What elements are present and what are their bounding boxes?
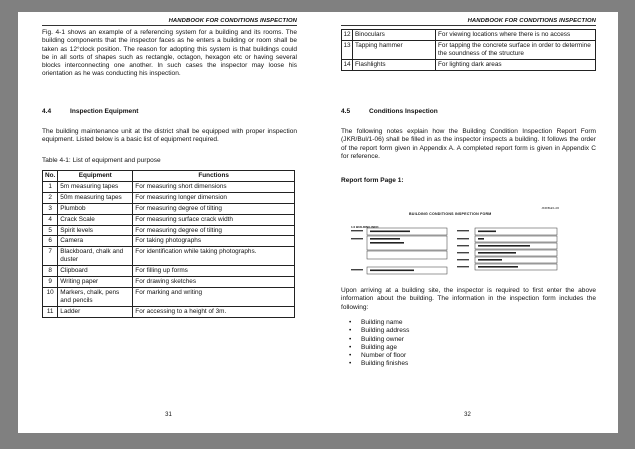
row-number: 11 [43,306,58,317]
equipment-name: Clipboard [58,266,133,277]
section-heading-4-5 [341,108,596,116]
table-row [342,40,596,59]
equipment-name: 5m measuring tapes [58,181,133,192]
header-rule [42,25,297,26]
equipment-table-body [43,181,295,317]
row-number: 3 [43,203,58,214]
page-number: 32 [464,411,471,418]
left-page [18,12,319,433]
equipment-function: For measuring surface crack width [133,214,295,225]
row-number: 8 [43,266,58,277]
equipment-name: Spirit levels [58,225,133,236]
form-fields-graphic [349,200,567,280]
form-section-label: 1.0 BUILDING INFO [351,225,379,229]
row-number: 13 [342,40,353,59]
equipment-function: For tapping the concrete surface in order to determine the soundness of the structure [436,40,596,59]
section-title: Inspection Equipment [70,108,139,115]
table-row [342,59,596,70]
equipment-name: Binoculars [353,30,436,41]
equipment-name: Markers, chalk, pens and pencils [58,287,133,306]
form-title: BUILDING CONDITIONS INSPECTION FORM [409,212,492,216]
equipment-name: 50m measuring tapes [58,192,133,203]
equipment-function: For filling up forms [133,266,295,277]
list-item: • Building owner [361,336,596,344]
page-number: 31 [165,411,172,418]
list-item: • Building name [361,319,596,327]
table-header-row [43,171,295,182]
equipment-name: Tapping hammer [353,40,436,59]
equipment-table-body [342,30,596,71]
equipment-function: For measuring longer dimension [133,192,295,203]
list-item: • Building finishes [361,360,596,368]
equipment-function: For taking photographs [133,236,295,247]
equipment-function: For measuring degree of tilting [133,225,295,236]
row-number: 4 [43,214,58,225]
row-number: 10 [43,287,58,306]
equipment-table-wrap [42,170,295,318]
equipment-name: Flashlights [353,59,436,70]
row-number: 12 [342,30,353,41]
table-row [43,203,295,214]
equipment-function: For marking and writing [133,287,295,306]
table-row [43,181,295,192]
inspection-paragraph: The following notes explain how the Building Condition Inspection Report Form (JKR/Bul/1-06) shall be filled in as the inspector inspects a building. It follows the order of the report form given in Appendix A. A completed report form is given in Appendix C for reference. [341,128,596,160]
equipment-name: Blackboard, chalk and duster [58,247,133,266]
col-header-equipment: Equipment [58,171,133,182]
row-number: 9 [43,277,58,288]
table-row [43,214,295,225]
list-item: • Building address [361,327,596,335]
row-number: 2 [43,192,58,203]
col-header-no: No. [43,171,58,182]
equipment-function: For accessing to a height of 3m. [133,306,295,317]
equipment-function: For viewing locations where there is no access [436,30,596,41]
row-number: 7 [43,247,58,266]
after-form-paragraph: Upon arriving at a building site, the inspector is required to first enter the above information about the building. The information in the inspection form includes the following: [341,287,596,311]
table-row [43,225,295,236]
section-number: 4.5 [341,108,351,115]
equipment-function: For lighting dark areas [436,59,596,70]
equipment-table-continued [341,29,596,71]
header-rule [341,25,596,26]
table-row [342,30,596,41]
row-number: 6 [43,236,58,247]
table-row [43,247,295,266]
report-form-thumbnail [349,200,567,280]
row-number: 14 [342,59,353,70]
equipment-name: Crack Scale [58,214,133,225]
report-form-heading: Report form Page 1: [341,177,404,184]
equipment-function: For measuring degree of tilting [133,203,295,214]
list-item: • Number of floor [361,352,596,360]
section-number: 4.4 [42,108,52,115]
table-row [43,266,295,277]
equipment-function: For drawing sketches [133,277,295,288]
table-row [43,192,295,203]
section-heading-4-4 [42,108,297,116]
table-row [43,236,295,247]
table-row [43,287,295,306]
list-item: • Building age [361,344,596,352]
table-row [43,277,295,288]
running-header: HANDBOOK FOR CONDITIONS INSPECTION [467,18,596,24]
equipment-table [42,170,295,318]
equipment-name: Plumbob [58,203,133,214]
table-caption: Table 4-1: List of equipment and purpose [42,157,161,164]
form-reference: JKR/Bul/1-06 [541,206,559,210]
equipment-name: Ladder [58,306,133,317]
equipment-name: Writing paper [58,277,133,288]
equipment-paragraph: The building maintenance unit at the district shall be equipped with proper inspection equipment. Listed below is a basic list of equipment required. [42,128,297,144]
col-header-functions: Functions [133,171,295,182]
row-number: 1 [43,181,58,192]
section-title: Conditions Inspection [369,108,438,115]
equipment-name: Camera [58,236,133,247]
building-info-list [341,319,596,369]
right-page [317,12,618,433]
intro-paragraph: Fig. 4-1 shows an example of a referencing system for a building and its rooms. The building components that the inspector faces as he enters a building or room shall be taken as 12°clock position. The reason for adopting this system is that buildings could be in all sorts of shapes such as rectangle, octagon, hexagon etc or having several blocks interconnecting one another. In such cases the inspector may loose his orientation as he was conducting his inspection. [42,29,297,78]
row-number: 5 [43,225,58,236]
equipment-function: For identification while taking photographs. [133,247,295,266]
equipment-function: For measuring short dimensions [133,181,295,192]
table-row [43,306,295,317]
running-header: HANDBOOK FOR CONDITIONS INSPECTION [168,18,297,24]
